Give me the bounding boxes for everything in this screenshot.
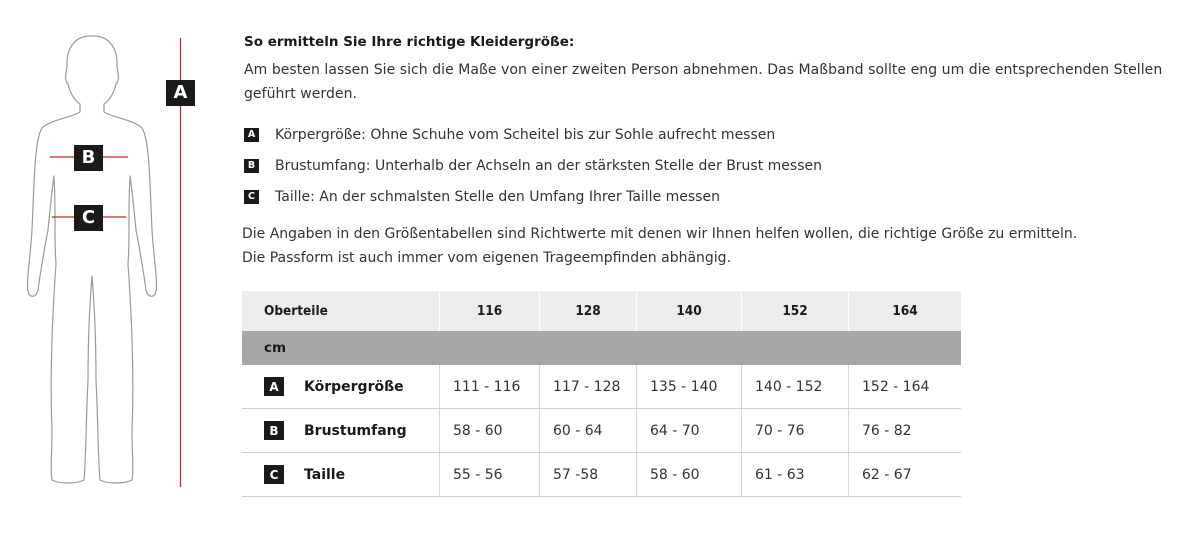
legend-item-c <box>244 181 822 212</box>
size-header-152: 152 <box>741 291 848 331</box>
table-cell: 76 - 82 <box>848 409 961 452</box>
row-label-text: Körpergröße <box>304 378 404 395</box>
row-badge-b: B <box>264 421 284 440</box>
row-label-taille <box>242 453 439 496</box>
table-cell: 135 - 140 <box>636 365 741 408</box>
legend-item-a <box>244 119 822 150</box>
row-label-text: Brustumfang <box>304 422 407 439</box>
page-heading: So ermitteln Sie Ihre richtige Kleidergröße: <box>244 34 575 50</box>
legend-text-c: Taille: An der schmalsten Stelle den Umfang Ihrer Taille messen <box>275 188 720 205</box>
body-measurement-figure <box>0 0 230 537</box>
label-a-badge: A <box>166 80 195 106</box>
table-cell: 152 - 164 <box>848 365 961 408</box>
size-table <box>242 291 961 497</box>
row-label-text: Taille <box>304 466 346 483</box>
table-cell: 140 - 152 <box>741 365 848 408</box>
table-header-row <box>242 291 961 331</box>
legend-badge-c: C <box>244 190 259 204</box>
intro-text: Am besten lassen Sie sich die Maße von einer zweiten Person abnehmen. Das Maßband sollte eng um die entsprechenden Stellen geführt werden. <box>244 62 1163 102</box>
size-header-140: 140 <box>636 291 741 331</box>
table-cell: 111 - 116 <box>439 365 539 408</box>
legend-text-a: Körpergröße: Ohne Schuhe vom Scheitel bis zur Sohle aufrecht messen <box>275 126 776 143</box>
size-header-128: 128 <box>539 291 636 331</box>
legend-badge-a: A <box>244 128 259 142</box>
legend-item-b <box>244 150 822 181</box>
table-cell: 58 - 60 <box>636 453 741 496</box>
table-row <box>242 409 961 453</box>
legend-badge-b: B <box>244 159 259 173</box>
unit-label: cm <box>264 340 287 356</box>
table-row <box>242 365 961 409</box>
table-cell: 62 - 67 <box>848 453 961 496</box>
table-cell: 60 - 64 <box>539 409 636 452</box>
size-header-116: 116 <box>439 291 539 331</box>
table-header-label: Oberteile <box>264 303 328 319</box>
row-label-brustumfang <box>242 409 439 452</box>
row-label-koerpergroesse <box>242 365 439 408</box>
label-b-badge: B <box>74 145 103 171</box>
measurement-legend <box>244 119 822 212</box>
row-badge-a: A <box>264 377 284 396</box>
size-header-164: 164 <box>848 291 961 331</box>
table-cell: 117 - 128 <box>539 365 636 408</box>
legend-text-b: Brustumfang: Unterhalb der Achseln an der stärksten Stelle der Brust messen <box>275 157 822 174</box>
label-c-badge: C <box>74 205 103 231</box>
note-text <box>242 222 1192 270</box>
table-cell: 70 - 76 <box>741 409 848 452</box>
table-unit-row <box>242 331 961 365</box>
note-line-1: Die Angaben in den Größentabellen sind Richtwerte mit denen wir Ihnen helfen wollen, die richtige Größe zu ermitteln. <box>242 226 1078 242</box>
table-row <box>242 453 961 497</box>
row-badge-c: C <box>264 465 284 484</box>
table-cell: 55 - 56 <box>439 453 539 496</box>
note-line-2: Die Passform ist auch immer vom eigenen Trageempfinden abhängig. <box>242 250 732 266</box>
table-cell: 58 - 60 <box>439 409 539 452</box>
child-silhouette-icon <box>0 0 230 537</box>
table-cell: 57 -58 <box>539 453 636 496</box>
table-cell: 64 - 70 <box>636 409 741 452</box>
table-cell: 61 - 63 <box>741 453 848 496</box>
